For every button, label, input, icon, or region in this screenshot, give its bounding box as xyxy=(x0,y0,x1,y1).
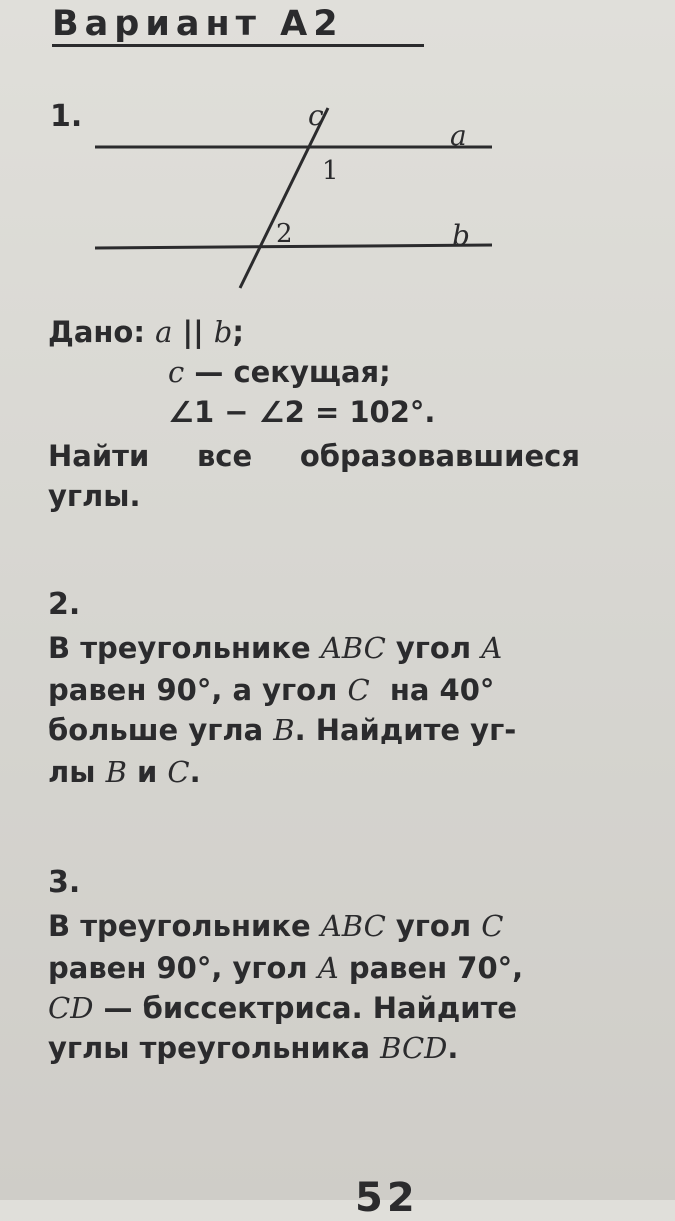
label-a: a xyxy=(450,119,467,152)
angle-2-label: 2 xyxy=(276,219,293,249)
task2-line-2: равен 90°, а угол C на 40° xyxy=(48,673,495,707)
parallel-lines-diagram xyxy=(80,95,510,305)
title-underline xyxy=(52,44,424,47)
label-c: c xyxy=(308,99,324,132)
task3-number: 3. xyxy=(48,865,81,900)
task2-line-4: лы B и C. xyxy=(48,755,201,789)
task3-line-4: углы треугольника BCD. xyxy=(48,1031,459,1065)
task3-line-2: равен 90°, угол A равен 70°, xyxy=(48,951,524,985)
line-b xyxy=(95,245,492,248)
given-line-2: c — секущая; xyxy=(168,355,391,389)
task3-line-3: CD — биссектриса. Найдите xyxy=(48,991,518,1025)
find-line-2: углы. xyxy=(48,479,141,513)
angle-1-label: 1 xyxy=(322,156,339,186)
given-line-1: Дано: a || b; xyxy=(48,315,244,349)
variant-title: Вариант А2 xyxy=(52,4,344,44)
label-b: b xyxy=(452,219,470,252)
task2-line-1: В треугольнике ABC угол A xyxy=(48,631,503,665)
secant-c xyxy=(240,108,328,288)
page-number: 52 xyxy=(355,1175,419,1221)
task1-number: 1. xyxy=(50,99,83,134)
task2-number: 2. xyxy=(48,587,81,622)
task2-line-3: больше угла B. Найдите уг- xyxy=(48,713,517,747)
find-line-1: Найти все образовавшиеся xyxy=(48,439,580,473)
task3-line-1: В треугольнике ABC угол C xyxy=(48,909,504,943)
given-label: Дано: xyxy=(48,315,145,349)
given-line-3: ∠1 − ∠2 = 102°. xyxy=(168,395,436,429)
